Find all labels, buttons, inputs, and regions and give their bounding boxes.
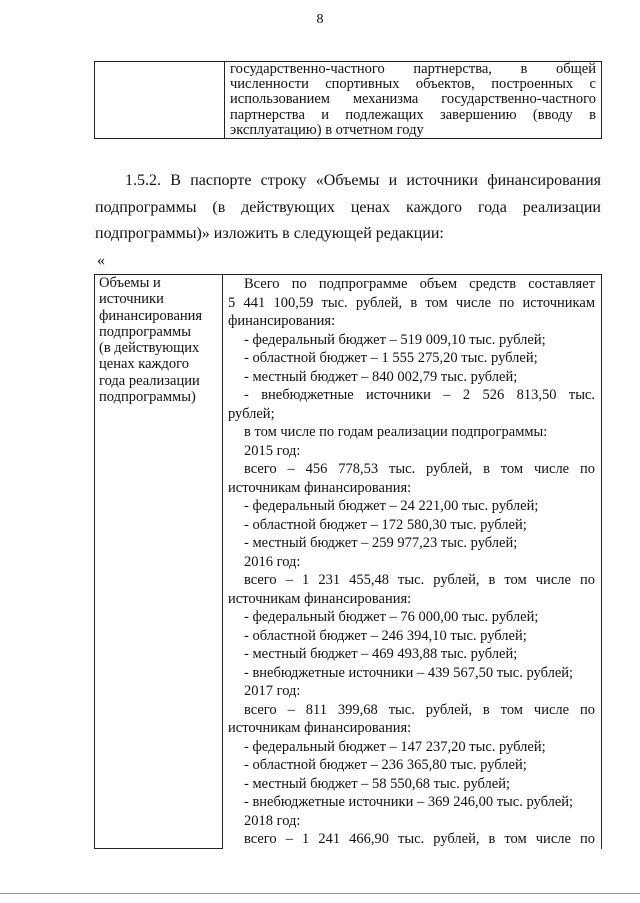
financing-line: 2017 год:	[244, 683, 301, 699]
financing-line: всего – 456 778,53 тыс. рублей, в том числе по	[244, 461, 595, 477]
financing-line: Всего по подпрограмме объем средств составляет	[244, 276, 595, 292]
row-header-line: ценах каждого	[99, 356, 190, 373]
financing-line: источникам финансирования:	[228, 479, 412, 496]
row-header-cell	[95, 275, 223, 849]
footer-divider	[0, 893, 640, 894]
financing-line: всего – 1 241 466,90 тыс. рублей, в том числе по	[244, 831, 595, 847]
financing-line: - местный бюджет – 469 493,88 тыс. рублей;	[244, 646, 518, 662]
financing-table	[94, 274, 602, 849]
financing-line: - федеральный бюджет – 24 221,00 тыс. рублей;	[244, 498, 539, 514]
cell-line: эксплуатацию) в отчетном году	[230, 121, 424, 138]
financing-line: - внебюджетные источники – 439 567,50 тыс. рублей;	[244, 664, 574, 681]
table-row	[95, 62, 602, 139]
amendment-paragraph	[95, 168, 601, 248]
financing-line: - областной бюджет – 1 555 275,20 тыс. рублей;	[244, 350, 538, 366]
row-header-line: года реализации	[99, 372, 200, 389]
cell-line: использованием механизма государственно-частного	[230, 91, 596, 108]
financing-line: - местный бюджет – 259 977,23 тыс. рублей;	[244, 535, 518, 551]
cell-line: государственно-частного партнерства, в общей	[230, 61, 596, 77]
paragraph-line: 1.5.2. В паспорте строку «Объемы и источники финансирования	[125, 172, 601, 189]
cell-line: численности спортивных объектов, построенных с	[230, 76, 596, 93]
financing-line: 2018 год:	[244, 812, 301, 829]
paragraph-line: подпрограммы)» изложить в следующей редакции:	[95, 225, 444, 242]
financing-line: источникам финансирования:	[228, 590, 412, 607]
row-header-line: Объемы и	[99, 275, 161, 291]
row-header-line: источники	[99, 291, 164, 308]
financing-line: источникам финансирования:	[228, 720, 412, 736]
financing-line: - федеральный бюджет – 519 009,10 тыс. рублей;	[244, 331, 546, 348]
indicator-description-cell	[225, 62, 602, 139]
financing-line: - областной бюджет – 172 580,30 тыс. рублей;	[244, 516, 527, 533]
financing-line: рублей;	[228, 405, 275, 422]
financing-line: финансирования:	[228, 313, 336, 329]
page-number: 8	[316, 12, 324, 27]
financing-line: 2015 год:	[244, 442, 301, 459]
table-row	[95, 275, 602, 849]
financing-line: - местный бюджет – 58 550,68 тыс. рублей;	[244, 775, 511, 792]
paragraph-line: подпрограммы (в действующих ценах каждого года реализации	[95, 198, 601, 216]
financing-line: 5 441 100,59 тыс. рублей, в том числе по источникам	[228, 294, 595, 311]
continued-table	[94, 61, 602, 139]
financing-line: - местный бюджет – 840 002,79 тыс. рублей;	[244, 368, 518, 385]
financing-line: - федеральный бюджет – 147 237,20 тыс. рублей;	[244, 738, 546, 755]
financing-line: всего – 811 399,68 тыс. рублей, в том числе по	[244, 701, 595, 718]
financing-line: - областной бюджет – 236 365,80 тыс. рублей;	[244, 757, 527, 773]
cell-line: партнерства и подлежащих завершению (вводу в	[230, 106, 596, 123]
row-header-line: (в действующих	[99, 340, 200, 357]
financing-line: - внебюджетные источники – 369 246,00 тыс. рублей;	[244, 794, 574, 810]
financing-line: 2016 год:	[244, 553, 301, 570]
financing-line: - областной бюджет – 246 394,10 тыс. рублей;	[244, 627, 527, 644]
empty-cell	[95, 62, 225, 139]
financing-details-cell	[223, 275, 602, 849]
financing-line: - внебюджетные источники – 2 526 813,50 тыс.	[244, 387, 595, 403]
financing-line: - федеральный бюджет – 76 000,00 тыс. рублей;	[244, 609, 539, 625]
financing-line: в том числе по годам реализации подпрограммы:	[244, 424, 548, 440]
row-header-line: подпрограммы	[99, 323, 191, 340]
row-header-line: финансирования	[99, 307, 203, 324]
financing-line: всего – 1 231 455,48 тыс. рублей, в том числе по	[244, 572, 595, 588]
opening-quote: «	[97, 252, 105, 269]
row-header-line: подпрограммы)	[99, 389, 196, 406]
